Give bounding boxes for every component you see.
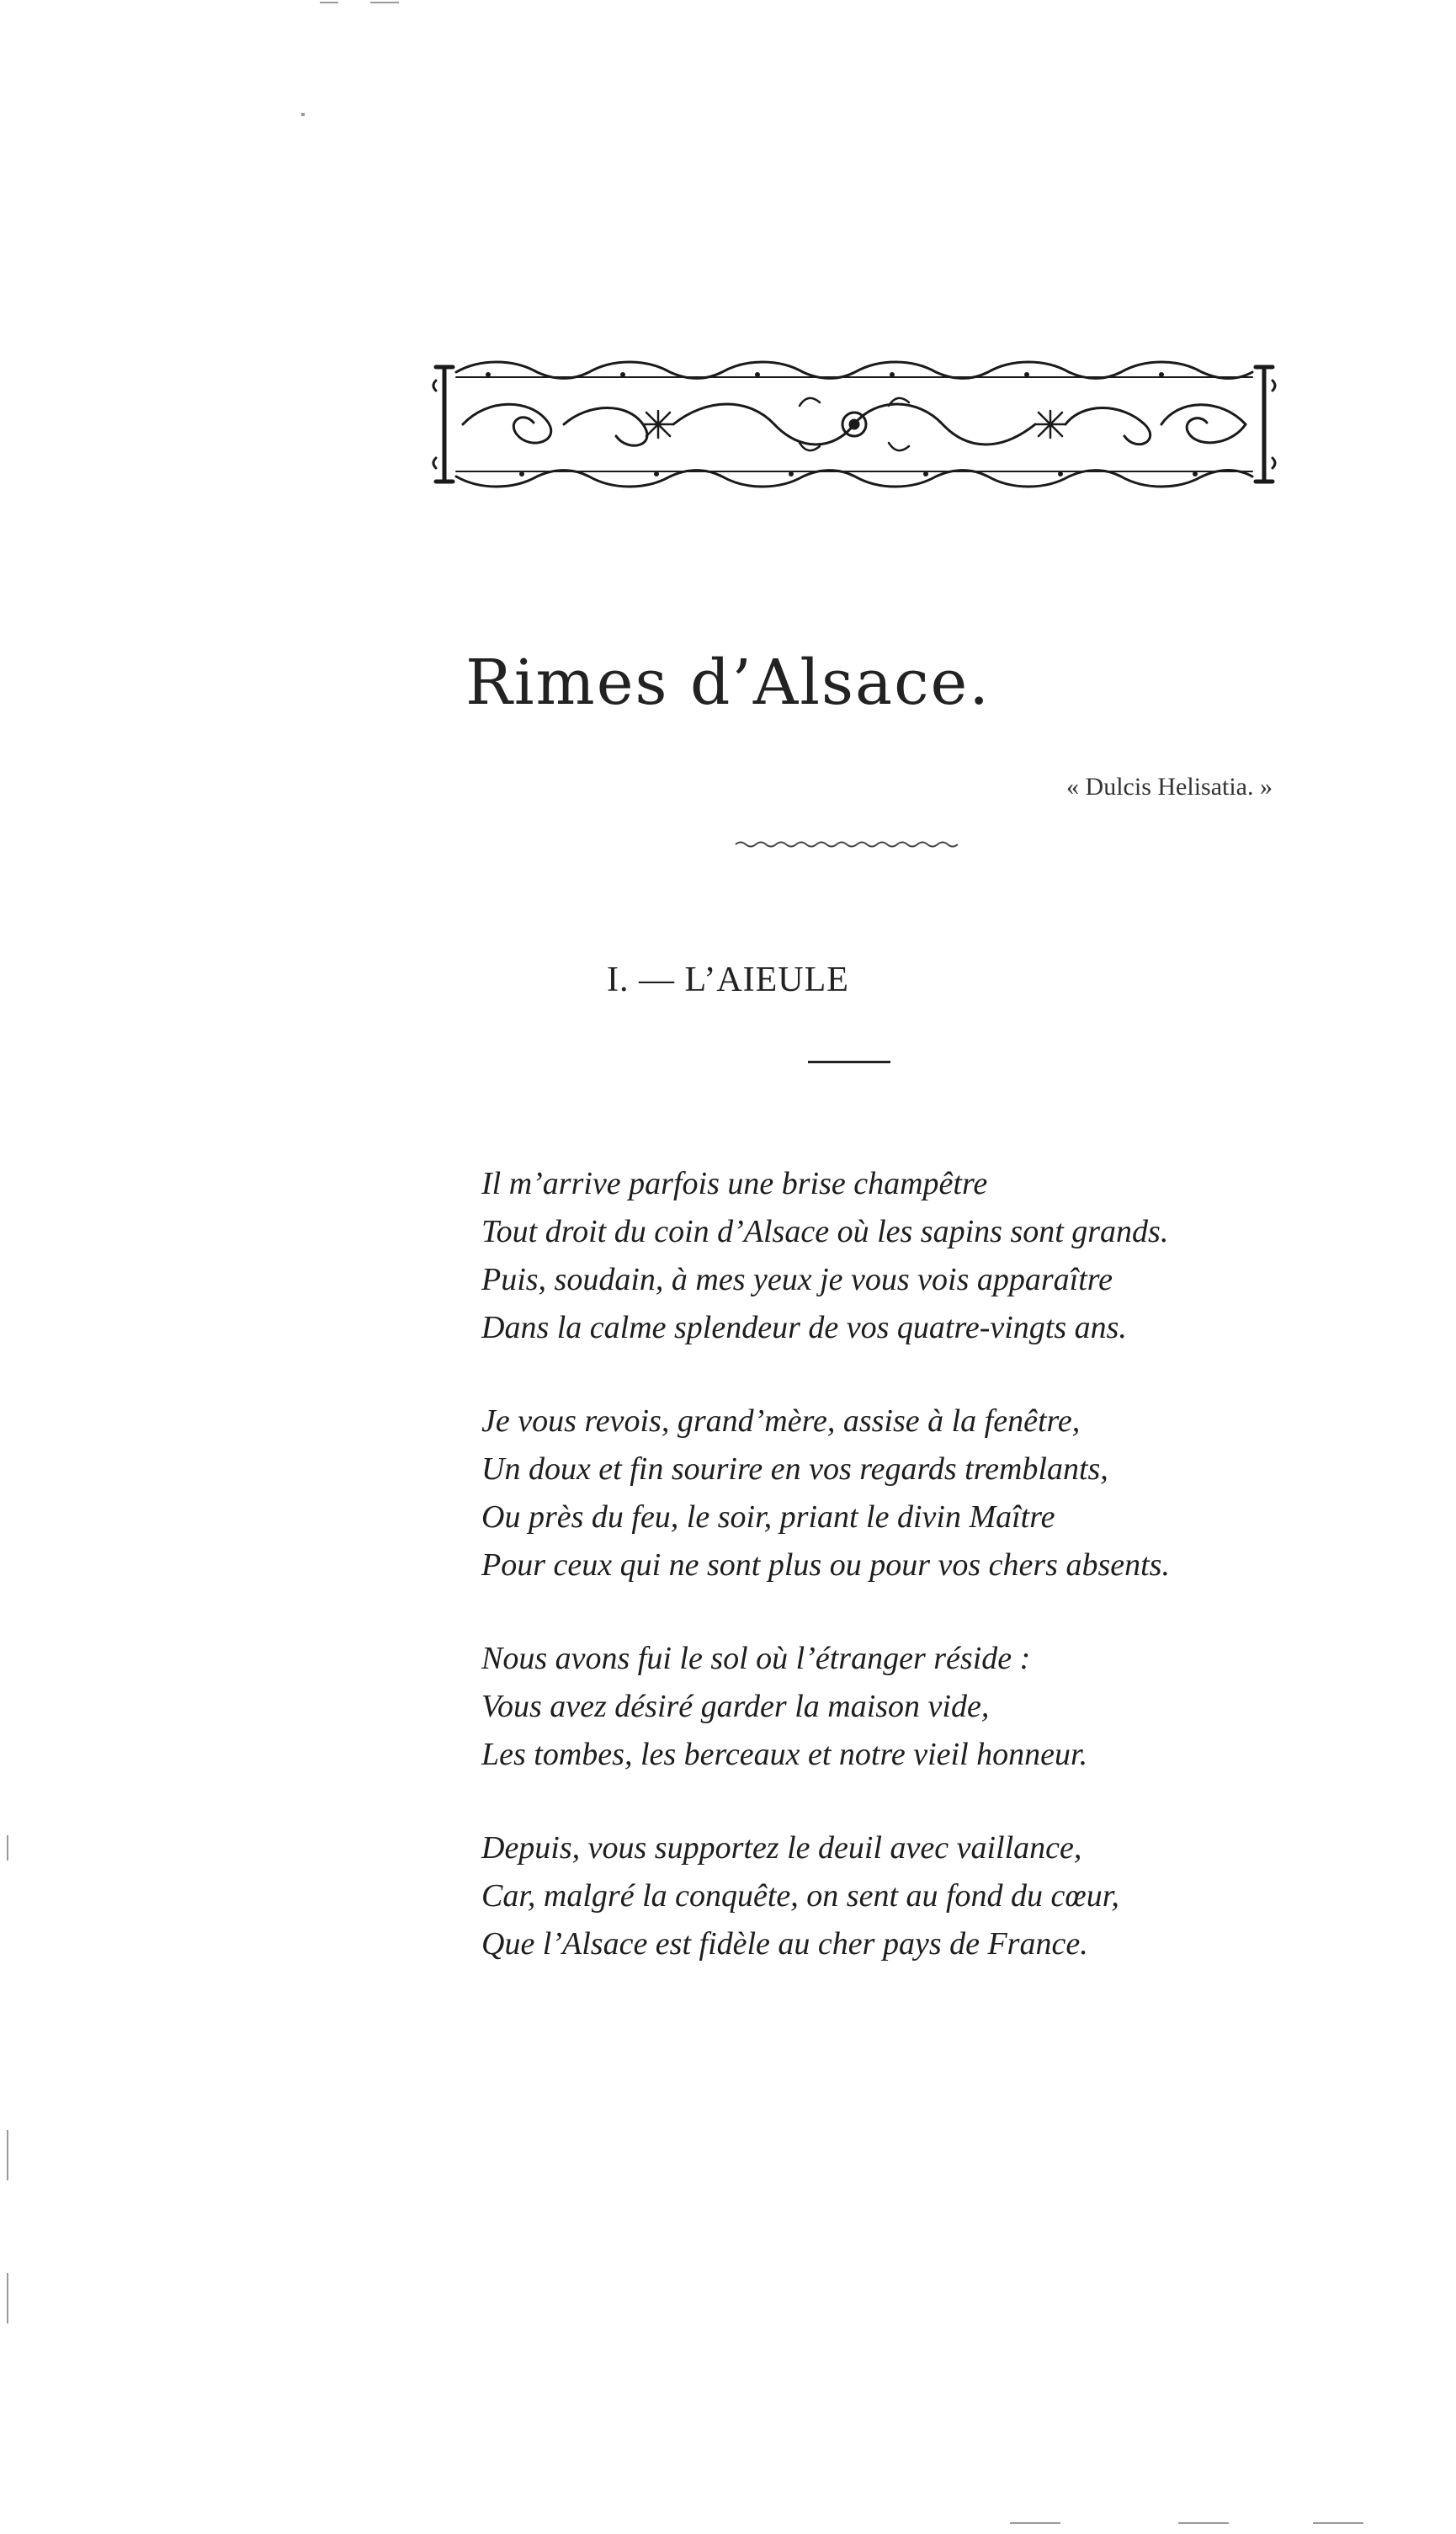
scan-mark xyxy=(370,2,399,3)
scan-mark xyxy=(1010,2522,1060,2524)
poem-line: Ou près du feu, le soir, priant le divin Maître xyxy=(481,1499,1055,1535)
poem-line: Les tombes, les berceaux et notre vieil honneur. xyxy=(481,1737,1088,1772)
poem-line: Il m’arrive parfois une brise champêtre xyxy=(481,1166,988,1201)
ornamental-headpiece xyxy=(429,347,1279,498)
page-title: Rimes d’Alsace. xyxy=(465,647,991,719)
scan-mark xyxy=(1313,2522,1363,2524)
poem xyxy=(481,1160,1340,2014)
stanza-4 xyxy=(481,1824,1340,1968)
poem-line: Puis, soudain, à mes yeux je vous vois apparaître xyxy=(481,1262,1113,1297)
stanza-3 xyxy=(481,1635,1340,1779)
poem-line: Pour ceux qui ne sont plus ou pour vos chers absents. xyxy=(481,1547,1170,1583)
poem-line: Que l’Alsace est fidèle au cher pays de France. xyxy=(481,1926,1088,1962)
poem-line: Vous avez désiré garder la maison vide, xyxy=(481,1689,990,1724)
poem-line: Car, malgré la conquête, on sent au fond du cœur, xyxy=(481,1878,1119,1914)
scan-mark xyxy=(7,1835,8,1861)
heading-rule xyxy=(808,1061,890,1063)
poem-line: Je vous revois, grand’mère, assise à la fenêtre, xyxy=(481,1403,1081,1439)
stanza-1 xyxy=(481,1160,1340,1352)
wavy-rule-divider xyxy=(734,838,963,850)
scan-mark xyxy=(301,113,305,116)
poem-line: Dans la calme splendeur de vos quatre-vingts ans. xyxy=(481,1310,1127,1345)
section-heading: I. — L’AIEULE xyxy=(607,961,849,999)
poem-line: Un doux et fin sourire en vos regards tremblants, xyxy=(481,1451,1108,1487)
epigraph: « Dulcis Helisatia. » xyxy=(1066,773,1273,801)
poem-line: Depuis, vous supportez le deuil avec vaillance, xyxy=(481,1830,1082,1866)
stanza-2 xyxy=(481,1397,1340,1589)
poem-line: Tout droit du coin d’Alsace où les sapins sont grands. xyxy=(481,1214,1169,1249)
scan-mark xyxy=(320,2,338,3)
poem-line: Nous avons fui le sol où l’étranger réside : xyxy=(481,1641,1031,1676)
scan-mark xyxy=(7,2130,8,2180)
scan-mark xyxy=(1178,2522,1229,2524)
scan-mark xyxy=(7,2273,8,2324)
